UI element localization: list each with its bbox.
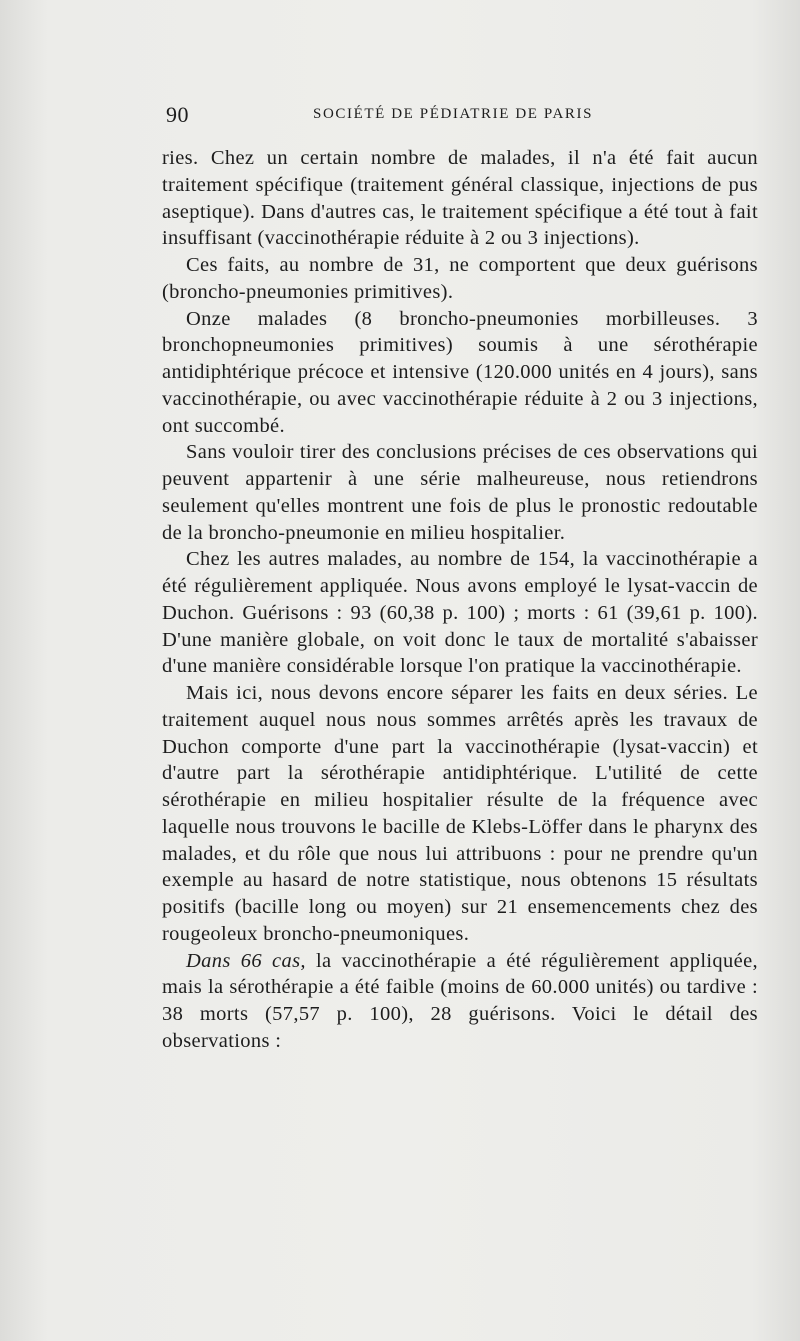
page-number: 90: [166, 102, 189, 127]
italic-lead: Dans 66 cas,: [186, 949, 306, 972]
paragraph: Ces faits, au nombre de 31, ne comportent que deux guérisons (broncho-pneumonies primitives).: [162, 254, 758, 303]
page-header: [166, 102, 756, 132]
paragraph-last-text: la vaccinothérapie a été régulièrement appliquée, mais la sérothérapie a été faible (moins de 60.000 unités) ou tardive : 38 morts (57,57 p. 100), 28 guérisons. Voici le détail des observations :: [162, 949, 758, 1052]
paragraph-last: [162, 948, 758, 1055]
paragraph: Onze malades (8 broncho-pneumonies morbilleuses. 3 bronchopneumonies primitives) soumis à une sérothérapie antidiphtérique précoce et intensive (120.000 unités en 4 jours), sans vaccinothérapie, ou avec vaccinothérapie réduite à 2 ou 3 injections, ont succombé.: [162, 307, 758, 437]
paragraph: ries. Chez un certain nombre de malades, il n'a été fait aucun traitement spécifique (traitement général classique, injections de pus aseptique). Dans d'autres cas, le traitement spécifique a été tout à fait insuffisant (vaccinothérapie réduite à 2 ou 3 injections).: [162, 147, 758, 250]
paragraph: Mais ici, nous devons encore séparer les faits en deux séries. Le traitement auquel nous nous sommes arrêtés après les travaux de Duchon comporte d'une part la vaccinothérapie (lysat-vaccin) et d'autre part la sérothérapie antidiphtérique. L'utilité de cette sérothérapie en milieu hospitalier résulte de la fréquence avec laquelle nous trouvons le bacille de Klebs-Löffer dans le pharynx des malades, et du rôle que nous lui attribuons : pour ne prendre qu'un exemple au hasard de notre statistique, nous obtenons 15 résultats positifs (bacille long ou moyen) sur 21 ensemencements chez des rougeoleux broncho-pneumoniques.: [162, 682, 758, 945]
body-text: [162, 145, 758, 1055]
running-title: SOCIÉTÉ DE PÉDIATRIE DE PARIS: [313, 106, 594, 122]
paragraph: Chez les autres malades, au nombre de 154, la vaccinothérapie a été régulièrement appliquée. Nous avons employé le lysat-vaccin de Duchon. Guérisons : 93 (60,38 p. 100) ; morts : 61 (39,61 p. 100). D'une manière globale, on voit donc le taux de mortalité s'abaisser d'une manière considérable lorsque l'on pratique la vaccinothérapie.: [162, 548, 758, 678]
paragraph: Sans vouloir tirer des conclusions précises de ces observations qui peuvent appartenir à une série malheureuse, nous retiendrons seulement qu'elles montrent une fois de plus le pronostic redoutable de la broncho-pneumonie en milieu hospitalier.: [162, 441, 758, 544]
